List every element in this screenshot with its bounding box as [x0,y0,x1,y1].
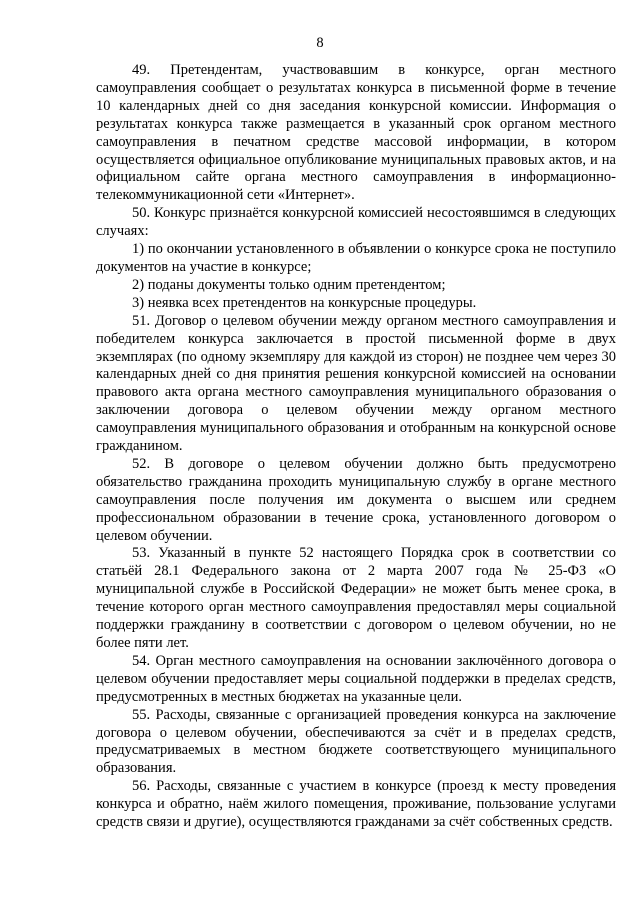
paragraph-49: 49. Претендентам, участвовавшим в конкурсе, орган местного самоуправления сообщает о результатах конкурса в письменной форме в течение 10 календарных дней со дня заседания конкурсной комиссии. Информация о результатах конкурса также размещается в указанный срок органом местного самоуправления в печатном средстве массовой информации, в котором осуществляется официальное опубликование муниципальных правовых актов, и на официальном сайте органа местного самоуправления в информационно-телекоммуникационной сети «Интернет». [96,62,616,204]
paragraph-56: 56. Расходы, связанные с участием в конкурсе (проезд к месту проведения конкурса и обратно, наём жилого помещения, проживание, пользование услугами средств связи и другие), осуществляются гражданами за счёт собственных средств. [96,778,616,831]
paragraph-54: 54. Орган местного самоуправления на основании заключённого договора о целевом обучении предоставляет меры социальной поддержки в пределах средств, предусмотренных в местных бюджетах на указанные цели. [96,652,616,705]
paragraph-55: 55. Расходы, связанные с организацией проведения конкурса на заключение договора о целевом обучении, обеспечиваются за счёт и в пределах средств, предусматриваемых в местном бюджете соответствующего муниципального образования. [96,706,616,777]
list-item-1: 1) по окончании установленного в объявлении о конкурсе срока не поступило документов на участие в конкурсе; [96,241,616,275]
paragraph-53: 53. Указанный в пункте 52 настоящего Порядка срок в соответствии со статьёй 28.1 Федерального закона от 2 марта 2007 года № 25-ФЗ «О муниципальной службе в Российской Федерации» не может быть менее срока, в течение которого орган местного самоуправления предоставлял меры социальной поддержки гражданину в соответствии с договором о целевом обучении, но не более пяти лет. [96,545,616,651]
paragraph-50: 50. Конкурс признаётся конкурсной комиссией несостоявшимся в следующих случаях: [96,205,616,240]
paragraph-51: 51. Договор о целевом обучении между органом местного самоуправления и победителем конкурса заключается в простой письменной форме в двух экземплярах (по одному экземпляру для каждой из сторон) не позднее чем через 30 календарных дней со дня принятия решения конкурсной комиссией на основании правового акта органа местного самоуправления муниципального образования о заключении договора о целевом обучении между органом местного самоуправления муниципального образования и отобранным на конкурсной основе гражданином. [96,312,616,455]
paragraph-52: 52. В договоре о целевом обучении должно быть предусмотрено обязательство гражданина проходить муниципальную службу в органе местного самоуправления после получения им документа о высшем или среднем профессиональном образовании в течение срока, установленного договором о целевом обучении. [96,455,616,544]
document-body [96,62,616,832]
list-item-3: 3) неявка всех претендентов на конкурсные процедуры. [132,294,477,311]
page-number: 8 [316,35,324,51]
list-item-2: 2) поданы документы только одним претендентом; [132,276,446,293]
